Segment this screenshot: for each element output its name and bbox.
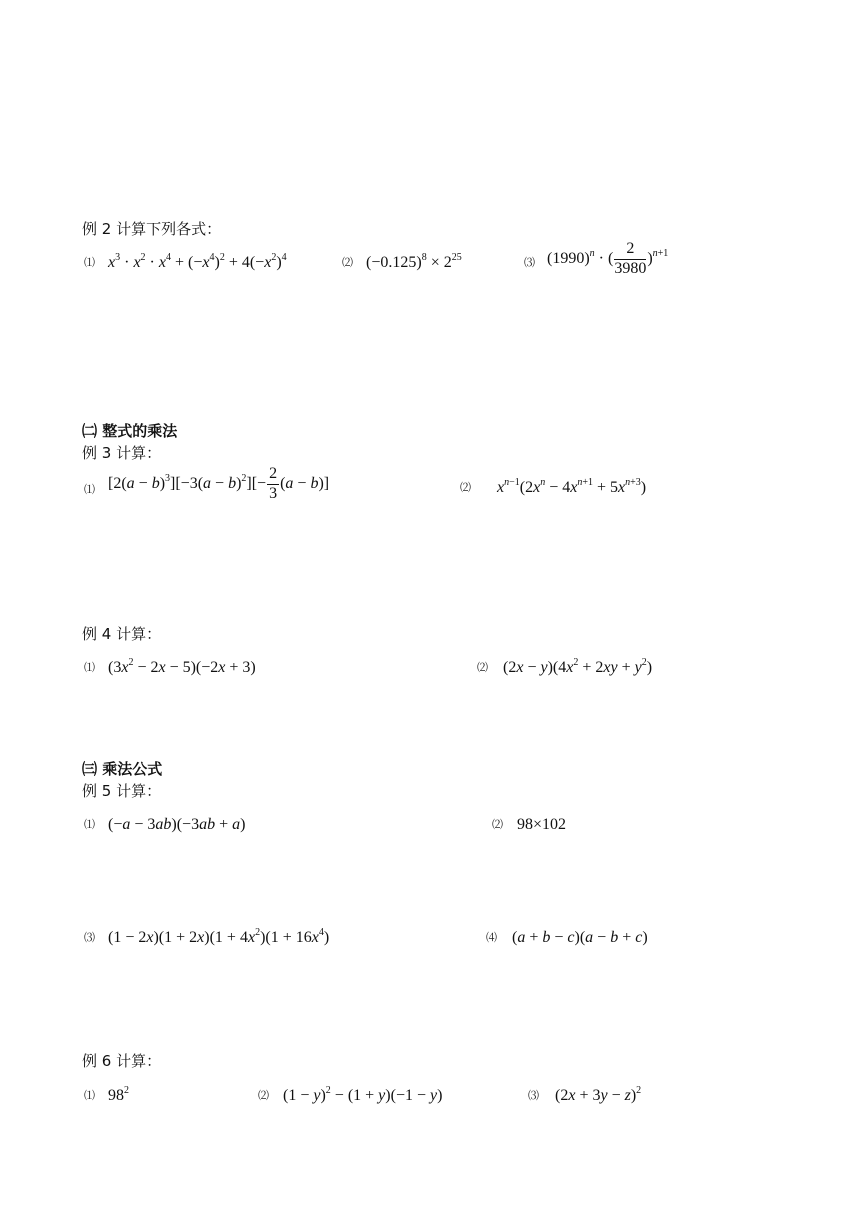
math-expression-ex2-3: $(1990)^n$ · ( $\frac{2}{3980}$ )$^{n+1}$ <box>547 240 669 277</box>
example-6-title: 例 6 计算： <box>82 1052 162 1070</box>
math-expression-ex2-1: $x^3 \cdot x^2 \cdot x^4 + (-x^4)^2 + 4(-x^2)^4$ <box>108 252 287 271</box>
math-expression-ex5-4: (a + b − c)(a − b + c) <box>512 929 648 946</box>
item-number: ⑶ <box>524 256 535 269</box>
math-expression-ex3-1: $[2(a - b)^3][-3(a - b)^2][-$ $\frac{2}{3}$ (a − b)] <box>108 465 330 502</box>
math-expression-ex5-3: $(1 - 2x)(1 + 2x)(1 + 4x^2)(1 + 16x^4)$ <box>108 927 330 946</box>
item-number: ⑴ <box>84 256 95 269</box>
math-expression-ex5-1: (−a − 3ab)(−3ab + a) <box>108 816 246 833</box>
section-heading: ㈢ 乘法公式 <box>82 760 163 778</box>
example-2-title: 例 2 计算下列各式： <box>82 220 222 238</box>
item-number: ⑵ <box>477 661 488 674</box>
example-5-title: 例 5 计算： <box>82 782 162 800</box>
math-expression-ex3-2: $x^{n-1}(2x^n - 4x^{n+1} + 5x^{n+3})$ <box>497 477 647 496</box>
item-number: ⑴ <box>84 1089 95 1102</box>
math-expression-ex5-2: 98×102 <box>517 816 567 833</box>
math-expression-ex6-3: $(2x + 3y - z)^2$ <box>555 1085 642 1104</box>
item-number: ⑶ <box>528 1089 539 1102</box>
section-heading: ㈡ 整式的乘法 <box>82 422 178 440</box>
math-expression-ex6-2: $(1 - y)^2 - (1 + y)(-1 - y)$ <box>283 1085 443 1104</box>
example-3-title: 例 3 计算： <box>82 444 162 462</box>
item-number: ⑵ <box>460 481 471 494</box>
item-number: ⑷ <box>486 931 497 944</box>
item-number: ⑴ <box>84 483 95 496</box>
item-number: ⑴ <box>84 661 95 674</box>
item-number: ⑵ <box>342 256 353 269</box>
math-expression-ex6-1: $98^2$ <box>108 1085 129 1104</box>
math-expression-ex4-2: $(2x - y)(4x^2 + 2xy + y^2)$ <box>503 657 653 676</box>
item-number: ⑴ <box>84 818 95 831</box>
item-number: ⑵ <box>258 1089 269 1102</box>
example-4-title: 例 4 计算： <box>82 625 162 643</box>
item-number: ⑵ <box>492 818 503 831</box>
math-expression-ex2-2: $(-0.125)^8 \times 2^{25}$ <box>366 252 462 271</box>
math-expression-ex4-1: $(3x^2 - 2x - 5)(-2x + 3)$ <box>108 657 256 676</box>
item-number: ⑶ <box>84 931 95 944</box>
